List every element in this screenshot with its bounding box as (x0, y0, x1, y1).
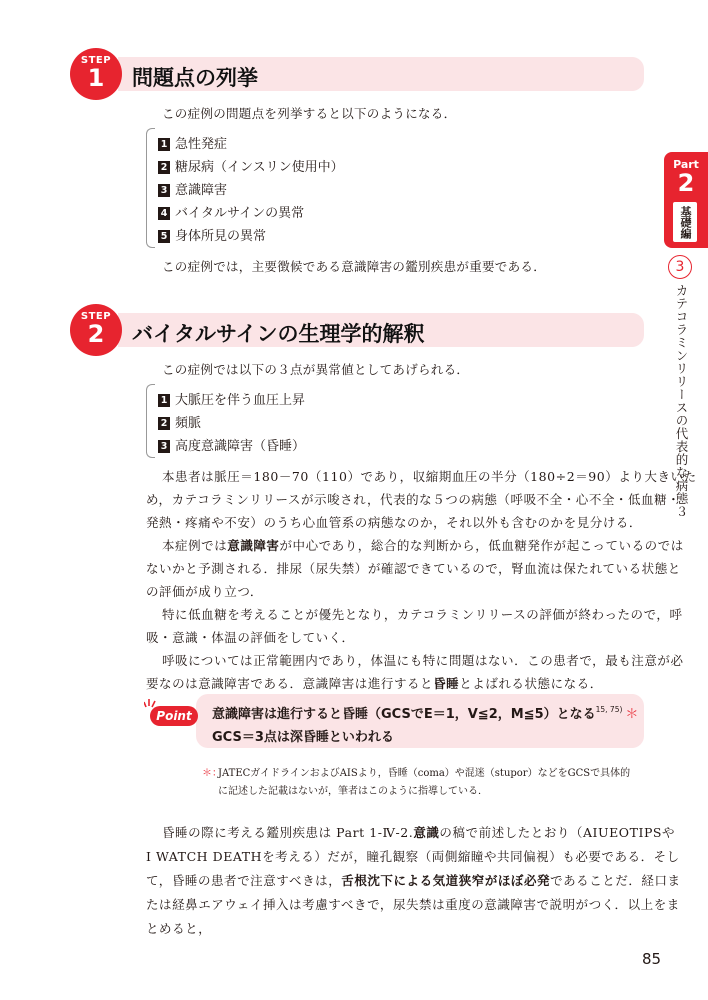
text-run: が中心であり，総合的な判断から，低血糖発作が起こっているのでは (279, 538, 684, 553)
body-line (146, 871, 681, 889)
emphasis-text: 昏睡 (433, 676, 460, 691)
text-run: て，昏睡の患者で注意すべきは， (146, 873, 342, 888)
list-text: 高度意識障害（昏睡） (175, 439, 306, 454)
body-line: 呼吸については正常範囲内であり，体温にも特に問題はない．この患者で，最も注意が必 (162, 653, 684, 668)
step1-intro: この症例の問題点を列挙すると以下のようになる． (162, 106, 457, 121)
list-number: 4 (158, 207, 170, 220)
point-badge: Point (150, 706, 198, 726)
step2-badge-number: 2 (87, 320, 105, 348)
step1-badge (70, 48, 122, 100)
chapter-title: カテコラミンリリースの代表的な病態３ (674, 284, 689, 518)
list-item (158, 133, 227, 151)
part-tab (664, 152, 708, 248)
part-number: 2 (677, 169, 695, 197)
list-text: バイタルサインの異常 (175, 206, 305, 221)
footnote-line: JATECガイドラインおよびAISより，昏睡（coma）や混迷（stupor）などをGCSで具体的 (218, 768, 631, 779)
list-number: 3 (158, 440, 170, 453)
text-run: 本症例では (162, 538, 228, 553)
step1-conclusion: この症例では，主要徴候である意識障害の鑑別疾患が重要である． (162, 259, 547, 274)
footnote-line: に記述した記載はないが，筆者はこのように指導している． (218, 786, 488, 797)
list-number: 1 (158, 394, 170, 407)
list-text: 糖尿病（インスリン使用中） (175, 160, 344, 175)
list-number: 2 (158, 161, 170, 174)
part-label: Part (673, 158, 699, 171)
edition-label: 基礎編 (673, 202, 697, 242)
list-number: 3 (158, 184, 170, 197)
list-item (158, 202, 304, 220)
step2-intro: この症例では以下の３点が異常値としてあげられる． (162, 362, 470, 377)
emphasis-text: 意識障害 (227, 538, 280, 553)
text-run: 昏睡の際に考える鑑別疾患は Part 1-Ⅳ-2. (162, 825, 414, 840)
body-line: とめると， (146, 921, 212, 936)
step1-badge-label: STEP (80, 55, 112, 66)
step1-list-bracket (146, 128, 155, 248)
footnote-mark: ＊： (202, 768, 222, 779)
list-item (158, 179, 227, 197)
list-item (158, 225, 266, 243)
text-run: 要なのは意識障害である．意識障害は進行すると (146, 676, 434, 691)
list-item (158, 412, 201, 430)
list-item (158, 435, 305, 453)
point-line-1 (212, 703, 638, 722)
page-number: 85 (642, 950, 662, 968)
reference-numbers: 15, 75) (595, 705, 623, 714)
emphasis-text: 意識 (413, 825, 440, 840)
body-line: 発熱・疼痛や不安）のうち心血管系の病態なのか，それ以外も含むのかを見分ける． (146, 515, 642, 530)
step2-title: バイタルサインの生理学的解釈 (132, 321, 425, 346)
body-line (162, 536, 684, 554)
body-line: I WATCH DEATHを考える）だが，瞳孔観察（両側縮瞳や共同偏視）も必要である．そし (146, 849, 680, 864)
step2-badge (70, 304, 122, 356)
emphasis-text: 舌根沈下による気道狭窄がほぼ必発 (341, 873, 551, 888)
list-item (158, 156, 344, 174)
list-text: 大脈圧を伴う血圧上昇 (175, 393, 306, 408)
body-line (162, 823, 675, 841)
list-number: 2 (158, 417, 170, 430)
list-number: 5 (158, 230, 170, 243)
list-item (158, 389, 305, 407)
list-text: 急性発症 (175, 137, 228, 152)
text-run: とよばれる状態になる． (459, 676, 603, 691)
step2-list-bracket (146, 384, 155, 458)
body-line (146, 674, 603, 692)
body-line: の評価が成り立つ． (146, 584, 263, 599)
body-line: 特に低血糖を考えることが優先となり，カテコラミンリリースの評価が終わったので，呼 (162, 607, 683, 622)
list-text: 頻脈 (175, 416, 202, 431)
step1-badge-number: 1 (87, 64, 105, 92)
asterisk: ＊ (625, 707, 639, 722)
step2-badge-label: STEP (80, 311, 112, 322)
text-run: であることだ．経口ま (550, 873, 681, 888)
body-line: め，カテコラミンリリースが示唆され，代表的な５つの病態（呼吸不全・心不全・低血糖・ (146, 492, 681, 507)
list-number: 1 (158, 138, 170, 151)
point-line-2: GCS＝3点は深昏睡といわれる (212, 730, 394, 745)
chapter-number: 3 (668, 255, 692, 279)
step1-title: 問題点の列挙 (132, 65, 258, 90)
text-run: の稿で前述したとおり（AIUEOTIPSや (439, 825, 676, 840)
body-line: 本患者は脈圧＝180－70（110）であり，収縮期血圧の半分（180÷2＝90）より大きいた (162, 469, 697, 484)
list-text: 意識障害 (175, 183, 228, 198)
text-run: 意識障害は進行すると昏睡（GCSでE＝1，V≦2，M≦5）となる (212, 707, 596, 722)
body-line: たは経鼻エアウェイ挿入は考慮すべきで，尿失禁は重度の意識障害で説明がつく．以上をま (146, 897, 680, 912)
body-line: 吸・意識・体温の評価をしていく． (146, 630, 355, 645)
list-text: 身体所見の異常 (175, 229, 267, 244)
body-line: ないかと予測される．排尿（尿失禁）が確認できているので，腎血流は保たれている状態と (146, 561, 681, 576)
